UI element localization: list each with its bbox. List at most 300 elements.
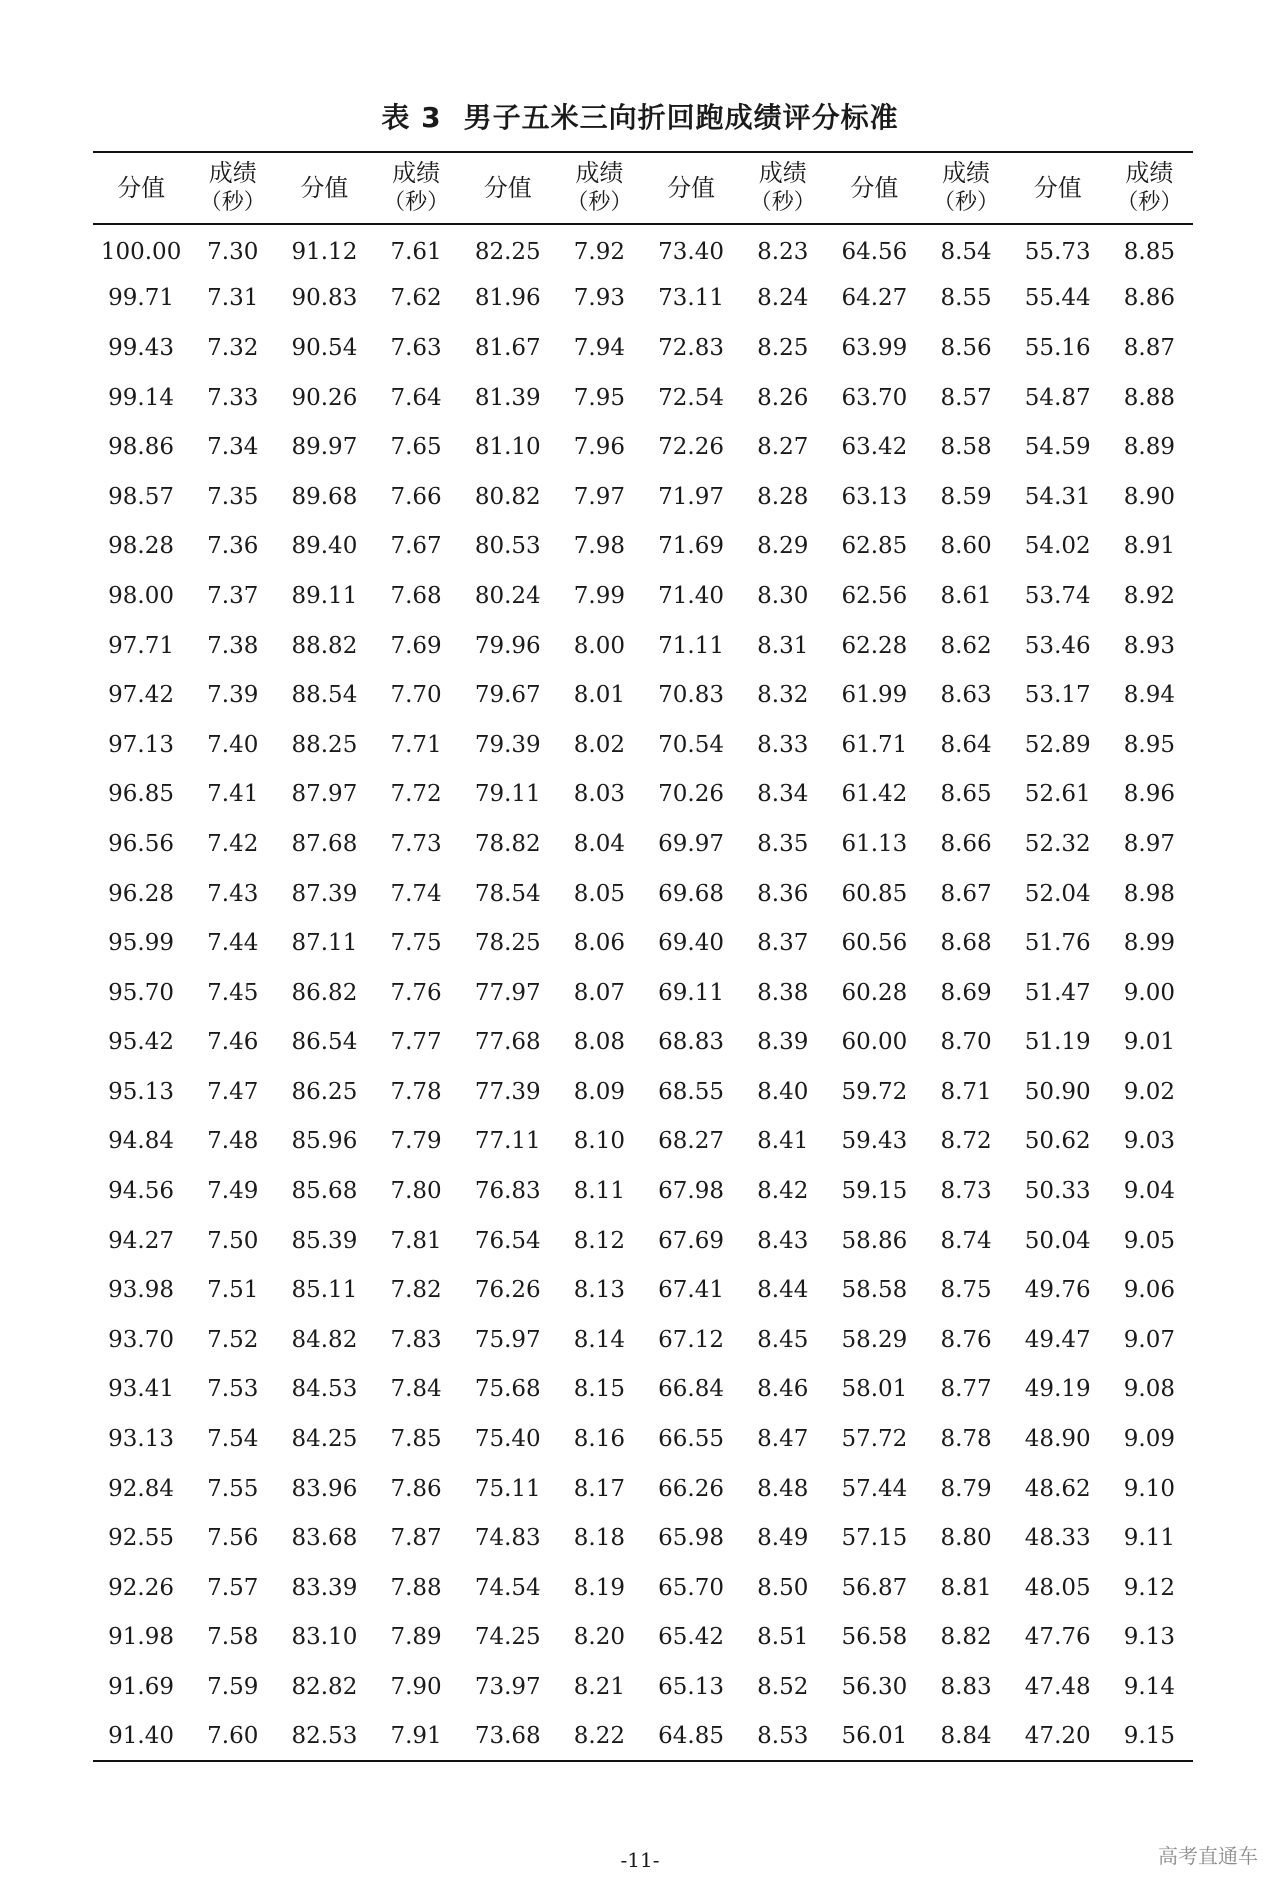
score-cell: 48.90: [1024, 1426, 1091, 1453]
result-cell: 9.06: [1123, 1277, 1176, 1304]
result-cell: 7.55: [207, 1475, 259, 1502]
score-cell: 54.31: [1024, 483, 1091, 510]
score-cell: 98.86: [108, 434, 175, 461]
result-cell: 7.33: [207, 384, 259, 411]
header-score: 分值: [826, 152, 922, 224]
score-cell: 50.62: [1024, 1128, 1091, 1155]
result-cell: 9.01: [1123, 1029, 1176, 1056]
result-cell: 8.89: [1123, 434, 1176, 461]
score-cell: 70.54: [658, 731, 724, 758]
result-cell: 7.90: [390, 1674, 442, 1701]
result-cell: 8.70: [940, 1029, 992, 1056]
table-row: [93, 422, 1193, 472]
score-cell: 61.42: [841, 781, 908, 808]
result-cell: 7.32: [207, 334, 259, 361]
table-row: [93, 1067, 1193, 1117]
result-cell: 8.66: [940, 830, 992, 857]
result-cell: 8.51: [757, 1624, 809, 1651]
result-cell: 8.03: [573, 781, 626, 808]
score-cell: 79.96: [474, 632, 541, 659]
result-cell: 8.02: [573, 731, 626, 758]
table-row: [93, 621, 1193, 671]
header-result: [922, 152, 1009, 224]
header-result: [739, 152, 826, 224]
score-cell: 67.69: [658, 1227, 724, 1254]
result-cell: 9.13: [1123, 1624, 1176, 1651]
score-cell: 57.44: [841, 1475, 908, 1502]
result-cell: 8.85: [1123, 239, 1176, 266]
score-cell: 96.56: [108, 830, 175, 857]
result-cell: 7.94: [573, 334, 626, 361]
score-cell: 48.33: [1024, 1525, 1091, 1552]
result-cell: 7.71: [390, 731, 442, 758]
score-cell: 94.27: [108, 1227, 175, 1254]
result-cell: 7.42: [207, 830, 259, 857]
score-cell: 60.00: [841, 1029, 908, 1056]
result-cell: 7.85: [390, 1426, 442, 1453]
table-row: [93, 373, 1193, 423]
score-cell: 55.73: [1024, 239, 1091, 266]
score-cell: 52.32: [1024, 830, 1091, 857]
score-cell: 62.28: [841, 632, 908, 659]
result-cell: 8.35: [757, 830, 809, 857]
score-cell: 47.48: [1024, 1674, 1091, 1701]
result-cell: 8.91: [1123, 533, 1176, 560]
score-cell: 75.68: [474, 1376, 541, 1403]
score-cell: 90.54: [291, 334, 358, 361]
score-cell: 97.13: [108, 731, 175, 758]
result-cell: 7.36: [207, 533, 259, 560]
result-cell: 8.90: [1123, 483, 1176, 510]
score-cell: 99.43: [108, 334, 175, 361]
result-cell: 7.69: [390, 632, 442, 659]
header-score: 分值: [93, 152, 189, 224]
score-cell: 94.56: [108, 1178, 175, 1205]
score-cell: 50.33: [1024, 1178, 1091, 1205]
result-cell: 8.33: [757, 731, 809, 758]
result-cell: 7.64: [390, 384, 442, 411]
result-cell: 8.59: [940, 483, 992, 510]
score-cell: 97.42: [108, 682, 175, 709]
score-cell: 57.15: [841, 1525, 908, 1552]
score-cell: 93.13: [108, 1426, 175, 1453]
result-cell: 8.04: [573, 830, 626, 857]
table-row: [93, 224, 1193, 274]
result-cell: 8.80: [940, 1525, 992, 1552]
score-cell: 80.24: [474, 582, 541, 609]
result-cell: 8.55: [940, 285, 992, 312]
result-cell: 9.11: [1123, 1525, 1176, 1552]
result-cell: 8.83: [940, 1674, 992, 1701]
score-cell: 61.13: [841, 830, 908, 857]
result-cell: 8.93: [1123, 632, 1176, 659]
score-cell: 76.83: [474, 1178, 541, 1205]
result-cell: 8.47: [757, 1426, 809, 1453]
result-cell: 7.47: [207, 1078, 259, 1105]
result-cell: 7.98: [573, 533, 626, 560]
result-cell: 8.61: [940, 582, 992, 609]
score-cell: 75.97: [474, 1326, 541, 1353]
header-result: [556, 152, 643, 224]
score-cell: 63.99: [841, 334, 908, 361]
result-cell: 8.72: [940, 1128, 992, 1155]
result-cell: 7.56: [207, 1525, 259, 1552]
score-cell: 87.68: [291, 830, 358, 857]
score-cell: 69.97: [658, 830, 724, 857]
result-cell: 9.09: [1123, 1426, 1176, 1453]
score-cell: 53.74: [1024, 582, 1091, 609]
score-cell: 67.12: [658, 1326, 724, 1353]
result-cell: 8.82: [940, 1624, 992, 1651]
result-cell: 8.52: [757, 1674, 809, 1701]
score-cell: 77.39: [474, 1078, 541, 1105]
result-cell: 7.51: [207, 1277, 259, 1304]
result-cell: 7.53: [207, 1376, 259, 1403]
score-cell: 89.11: [291, 582, 358, 609]
table-row: [93, 1513, 1193, 1563]
header-result-unit: （秒）: [933, 190, 1000, 215]
result-cell: 8.77: [940, 1376, 992, 1403]
result-cell: 8.25: [757, 334, 809, 361]
result-cell: 7.43: [207, 880, 259, 907]
table-row: [93, 1662, 1193, 1712]
result-cell: 8.13: [573, 1277, 626, 1304]
score-cell: 74.54: [474, 1574, 541, 1601]
score-cell: 62.85: [841, 533, 908, 560]
score-cell: 85.11: [291, 1277, 358, 1304]
result-cell: 7.95: [573, 384, 626, 411]
score-cell: 58.58: [841, 1277, 908, 1304]
score-cell: 59.15: [841, 1178, 908, 1205]
header-score: 分值: [643, 152, 739, 224]
table-row: [93, 1414, 1193, 1464]
score-cell: 70.83: [658, 682, 724, 709]
score-cell: 99.14: [108, 384, 175, 411]
result-cell: 7.63: [390, 334, 442, 361]
score-cell: 77.68: [474, 1029, 541, 1056]
result-cell: 8.87: [1123, 334, 1176, 361]
result-cell: 8.75: [940, 1277, 992, 1304]
result-cell: 7.31: [207, 285, 259, 312]
result-cell: 8.54: [940, 239, 992, 266]
score-cell: 95.13: [108, 1078, 175, 1105]
score-cell: 86.82: [291, 979, 358, 1006]
score-cell: 79.39: [474, 731, 541, 758]
score-cell: 65.70: [658, 1574, 724, 1601]
header-result-unit: （秒）: [566, 190, 633, 215]
score-cell: 71.69: [658, 533, 724, 560]
result-cell: 7.91: [373, 1712, 460, 1762]
result-cell: 8.01: [573, 682, 626, 709]
score-cell: 73.68: [460, 1712, 556, 1762]
score-cell: 81.67: [474, 334, 541, 361]
score-cell: 91.69: [108, 1674, 175, 1701]
result-cell: 8.00: [573, 632, 626, 659]
result-cell: 7.50: [207, 1227, 259, 1254]
table-row: [93, 869, 1193, 919]
table-row: [93, 1018, 1193, 1068]
score-cell: 66.55: [658, 1426, 724, 1453]
score-cell: 87.97: [291, 781, 358, 808]
score-cell: 71.97: [658, 483, 724, 510]
score-cell: 54.59: [1024, 434, 1091, 461]
table-row: [93, 1166, 1193, 1216]
header-result-label: 成绩: [208, 159, 257, 187]
result-cell: 8.74: [940, 1227, 992, 1254]
result-cell: 9.04: [1123, 1178, 1176, 1205]
table-row: [93, 1315, 1193, 1365]
result-cell: 8.24: [757, 285, 809, 312]
result-cell: 8.40: [757, 1078, 809, 1105]
result-cell: 7.60: [189, 1712, 276, 1762]
result-cell: 8.29: [757, 533, 809, 560]
score-cell: 95.70: [108, 979, 175, 1006]
header-result-unit: （秒）: [749, 190, 816, 215]
score-cell: 77.11: [474, 1128, 541, 1155]
result-cell: 8.88: [1123, 384, 1176, 411]
result-cell: 8.81: [940, 1574, 992, 1601]
score-cell: 63.42: [841, 434, 908, 461]
score-cell: 91.12: [291, 239, 358, 266]
table-row: [93, 1563, 1193, 1613]
header-result-unit: （秒）: [199, 190, 266, 215]
result-cell: 8.73: [940, 1178, 992, 1205]
table-row: [93, 522, 1193, 572]
table-row: [93, 1265, 1193, 1315]
header-row: [93, 152, 1193, 224]
result-cell: 8.10: [573, 1128, 626, 1155]
header-result-label: 成绩: [392, 159, 441, 187]
score-cell: 95.42: [108, 1029, 175, 1056]
result-cell: 9.02: [1123, 1078, 1176, 1105]
score-cell: 98.00: [108, 582, 175, 609]
result-cell: 8.76: [940, 1326, 992, 1353]
result-cell: 8.14: [573, 1326, 626, 1353]
score-cell: 61.99: [841, 682, 908, 709]
result-cell: 7.84: [390, 1376, 442, 1403]
result-cell: 7.35: [207, 483, 259, 510]
result-cell: 8.67: [940, 880, 992, 907]
result-cell: 8.34: [757, 781, 809, 808]
result-cell: 8.21: [573, 1674, 626, 1701]
result-cell: 7.99: [573, 582, 626, 609]
result-cell: 7.39: [207, 682, 259, 709]
score-cell: 82.82: [291, 1674, 358, 1701]
result-cell: 7.59: [207, 1674, 259, 1701]
result-cell: 7.48: [207, 1128, 259, 1155]
result-cell: 7.67: [390, 533, 442, 560]
result-cell: 8.17: [573, 1475, 626, 1502]
result-cell: 8.05: [573, 880, 626, 907]
result-cell: 9.12: [1123, 1574, 1176, 1601]
score-cell: 61.71: [841, 731, 908, 758]
score-cell: 88.54: [291, 682, 358, 709]
score-cell: 64.27: [841, 285, 908, 312]
score-cell: 52.89: [1024, 731, 1091, 758]
score-cell: 60.28: [841, 979, 908, 1006]
header-result-label: 成绩: [575, 159, 624, 187]
result-cell: 7.83: [390, 1326, 442, 1353]
score-cell: 58.01: [841, 1376, 908, 1403]
result-cell: 8.50: [757, 1574, 809, 1601]
result-cell: 7.73: [390, 830, 442, 857]
score-cell: 80.82: [474, 483, 541, 510]
result-cell: 8.19: [573, 1574, 626, 1601]
score-cell: 65.13: [658, 1674, 724, 1701]
result-cell: 7.37: [207, 582, 259, 609]
result-cell: 8.95: [1123, 731, 1176, 758]
result-cell: 7.44: [207, 930, 259, 957]
score-cell: 56.58: [841, 1624, 908, 1651]
result-cell: 8.32: [757, 682, 809, 709]
result-cell: 7.66: [390, 483, 442, 510]
result-cell: 8.96: [1123, 781, 1176, 808]
result-cell: 7.89: [390, 1624, 442, 1651]
score-cell: 84.25: [291, 1426, 358, 1453]
result-cell: 8.27: [757, 434, 809, 461]
result-cell: 8.69: [940, 979, 992, 1006]
score-cell: 52.04: [1024, 880, 1091, 907]
score-cell: 76.26: [474, 1277, 541, 1304]
score-cell: 82.53: [276, 1712, 372, 1762]
table-row: [93, 1216, 1193, 1266]
table-row: [93, 720, 1193, 770]
score-cell: 49.76: [1024, 1277, 1091, 1304]
score-cell: 84.82: [291, 1326, 358, 1353]
score-cell: 88.82: [291, 632, 358, 659]
result-cell: 9.08: [1123, 1376, 1176, 1403]
score-cell: 48.62: [1024, 1475, 1091, 1502]
result-cell: 8.16: [573, 1426, 626, 1453]
score-cell: 68.55: [658, 1078, 724, 1105]
result-cell: 8.45: [757, 1326, 809, 1353]
result-cell: 7.76: [390, 979, 442, 1006]
result-cell: 8.42: [757, 1178, 809, 1205]
table-row: [93, 918, 1193, 968]
table-title-text: 男子五米三向折回跑成绩评分标准: [463, 101, 899, 134]
result-cell: 8.56: [940, 334, 992, 361]
score-cell: 64.56: [841, 239, 908, 266]
score-cell: 68.27: [658, 1128, 724, 1155]
score-cell: 58.29: [841, 1326, 908, 1353]
result-cell: 7.75: [390, 930, 442, 957]
result-cell: 7.88: [390, 1574, 442, 1601]
result-cell: 8.63: [940, 682, 992, 709]
score-cell: 75.11: [474, 1475, 541, 1502]
result-cell: 7.54: [207, 1426, 259, 1453]
score-cell: 72.54: [658, 384, 724, 411]
result-cell: 8.26: [757, 384, 809, 411]
score-cell: 73.40: [658, 239, 724, 266]
score-cell: 69.11: [658, 979, 724, 1006]
header-result-unit: （秒）: [1116, 190, 1183, 215]
score-cell: 100.00: [100, 239, 182, 266]
result-cell: 8.23: [757, 239, 809, 266]
score-cell: 84.53: [291, 1376, 358, 1403]
result-cell: 8.22: [556, 1712, 643, 1762]
score-cell: 70.26: [658, 781, 724, 808]
table-row: [93, 670, 1193, 720]
score-cell: 93.70: [108, 1326, 175, 1353]
result-cell: 7.62: [390, 285, 442, 312]
result-cell: 8.39: [757, 1029, 809, 1056]
score-table: [93, 151, 1193, 1762]
table-body: [93, 224, 1193, 1761]
score-cell: 66.26: [658, 1475, 724, 1502]
score-cell: 71.11: [658, 632, 724, 659]
result-cell: 8.98: [1123, 880, 1176, 907]
table-row: [93, 274, 1193, 324]
result-cell: 8.43: [757, 1227, 809, 1254]
result-cell: 8.30: [757, 582, 809, 609]
table-row: [93, 1464, 1193, 1514]
result-cell: 7.70: [390, 682, 442, 709]
result-cell: 8.84: [922, 1712, 1009, 1762]
score-cell: 78.82: [474, 830, 541, 857]
result-cell: 8.79: [940, 1475, 992, 1502]
score-cell: 48.05: [1024, 1574, 1091, 1601]
score-cell: 83.96: [291, 1475, 358, 1502]
score-cell: 98.57: [108, 483, 175, 510]
result-cell: 8.08: [573, 1029, 626, 1056]
result-cell: 7.45: [207, 979, 259, 1006]
result-cell: 8.18: [573, 1525, 626, 1552]
score-cell: 98.28: [108, 533, 175, 560]
result-cell: 8.53: [739, 1712, 826, 1762]
result-cell: 8.11: [573, 1178, 626, 1205]
score-cell: 51.47: [1024, 979, 1091, 1006]
result-cell: 8.38: [757, 979, 809, 1006]
result-cell: 8.46: [757, 1376, 809, 1403]
page-number: -11-: [620, 1848, 660, 1872]
header-score: 分值: [276, 152, 372, 224]
result-cell: 7.34: [207, 434, 259, 461]
result-cell: 9.14: [1123, 1674, 1176, 1701]
result-cell: 9.05: [1123, 1227, 1176, 1254]
score-cell: 93.41: [108, 1376, 175, 1403]
result-cell: 8.64: [940, 731, 992, 758]
result-cell: 7.72: [390, 781, 442, 808]
score-cell: 55.44: [1024, 285, 1091, 312]
result-cell: 8.41: [757, 1128, 809, 1155]
result-cell: 8.36: [757, 880, 809, 907]
result-cell: 7.93: [573, 285, 626, 312]
result-cell: 7.61: [390, 239, 442, 266]
table-title: [0, 96, 1280, 136]
header-result: [189, 152, 276, 224]
score-cell: 87.11: [291, 930, 358, 957]
header-score: 分值: [1010, 152, 1106, 224]
score-cell: 67.98: [658, 1178, 724, 1205]
score-cell: 85.96: [291, 1128, 358, 1155]
score-cell: 86.25: [291, 1078, 358, 1105]
score-cell: 72.83: [658, 334, 724, 361]
score-cell: 75.40: [474, 1426, 541, 1453]
score-cell: 58.86: [841, 1227, 908, 1254]
result-cell: 7.30: [207, 239, 259, 266]
score-cell: 89.97: [291, 434, 358, 461]
score-cell: 73.11: [658, 285, 724, 312]
score-cell: 59.43: [841, 1128, 908, 1155]
table-number: 表 3: [381, 101, 442, 134]
score-cell: 54.02: [1024, 533, 1091, 560]
score-cell: 94.84: [108, 1128, 175, 1155]
score-cell: 92.26: [108, 1574, 175, 1601]
result-cell: 7.74: [390, 880, 442, 907]
score-cell: 89.68: [291, 483, 358, 510]
result-cell: 7.58: [207, 1624, 259, 1651]
score-cell: 91.40: [93, 1712, 189, 1762]
